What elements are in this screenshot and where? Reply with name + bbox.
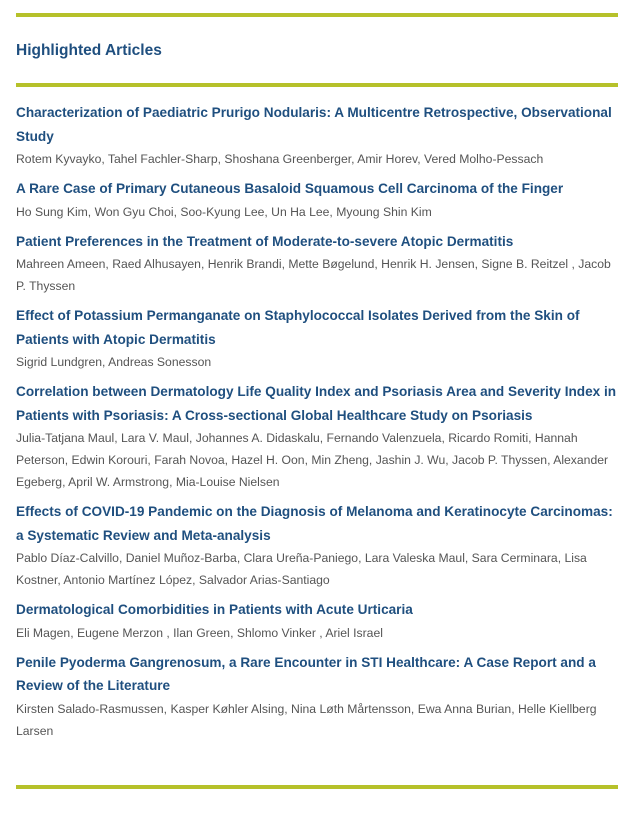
- article-item: [16, 230, 618, 298]
- article-item: [16, 500, 618, 591]
- heading-divider: [16, 83, 618, 87]
- highlighted-articles-section: [16, 13, 618, 742]
- article-item: [16, 598, 618, 644]
- article-list: [16, 101, 618, 742]
- article-title-link[interactable]: Dermatological Comorbidities in Patients with Acute Urticaria: [16, 602, 413, 617]
- section-heading: Highlighted Articles: [16, 42, 162, 59]
- article-authors: Kirsten Salado-Rasmussen, Kasper Køhler Alsing, Nina Løth Mårtensson, Ewa Anna Burian, Helle Kiellberg Larsen: [16, 701, 597, 738]
- article-item: [16, 651, 618, 742]
- article-authors: Pablo Díaz-Calvillo, Daniel Muñoz-Barba, Clara Ureña-Paniego, Lara Valeska Maul, Sara Cerminara, Lisa Kostner, Antonio Martínez López, Salvador Arias-Santiago: [16, 551, 587, 587]
- bottom-divider: [16, 785, 618, 789]
- article-title-link[interactable]: Penile Pyoderma Gangrenosum, a Rare Encounter in STI Healthcare: A Case Report and a Review of the Literature: [16, 654, 596, 693]
- article-authors: Eli Magen, Eugene Merzon , Ilan Green, Shlomo Vinker , Ariel Israel: [16, 625, 383, 640]
- article-authors: Mahreen Ameen, Raed Alhusayen, Henrik Brandi, Mette Bøgelund, Henrik H. Jensen, Signe B. Reitzel , Jacob P. Thyssen: [16, 257, 611, 293]
- article-item: [16, 380, 618, 493]
- article-title-link[interactable]: Effect of Potassium Permanganate on Staphylococcal Isolates Derived from the Skin of Patients with Atopic Dermatitis: [16, 308, 580, 347]
- article-authors: Julia-Tatjana Maul, Lara V. Maul, Johannes A. Didaskalu, Fernando Valenzuela, Ricardo Romiti, Hannah Peterson, Edwin Korouri, Farah Novoa, Hazel H. Oon, Min Zheng, Jashin J. Wu, Jacob P. Thyssen, Alexander Egeberg, April W. Armstrong, Mia-Louise Nielsen: [16, 431, 609, 489]
- article-title-link[interactable]: Correlation between Dermatology Life Quality Index and Psoriasis Area and Severity Index in Patients with Psoriasis: A Cross-sectional Global Healthcare Study on Psoriasis: [16, 384, 617, 423]
- article-authors: Rotem Kyvayko, Tahel Fachler-Sharp, Shoshana Greenberger, Amir Horev, Vered Molho-Pessach: [16, 152, 544, 166]
- article-authors: Sigrid Lundgren, Andreas Sonesson: [16, 355, 212, 369]
- article-title-link[interactable]: Characterization of Paediatric Prurigo Nodularis: A Multicentre Retrospective, Observational Study: [16, 105, 612, 144]
- article-title-link[interactable]: Effects of COVID-19 Pandemic on the Diagnosis of Melanoma and Keratinocyte Carcinomas: a Systematic Review and Meta-analysis: [16, 504, 613, 543]
- article-title-link[interactable]: A Rare Case of Primary Cutaneous Basaloid Squamous Cell Carcinoma of the Finger: [16, 181, 564, 196]
- article-item: [16, 304, 618, 373]
- article-title-link[interactable]: Patient Preferences in the Treatment of Moderate-to-severe Atopic Dermatitis: [16, 233, 514, 249]
- article-authors: Ho Sung Kim, Won Gyu Choi, Soo-Kyung Lee, Un Ha Lee, Myoung Shin Kim: [16, 204, 432, 219]
- article-item: [16, 101, 618, 170]
- article-item: [16, 177, 618, 223]
